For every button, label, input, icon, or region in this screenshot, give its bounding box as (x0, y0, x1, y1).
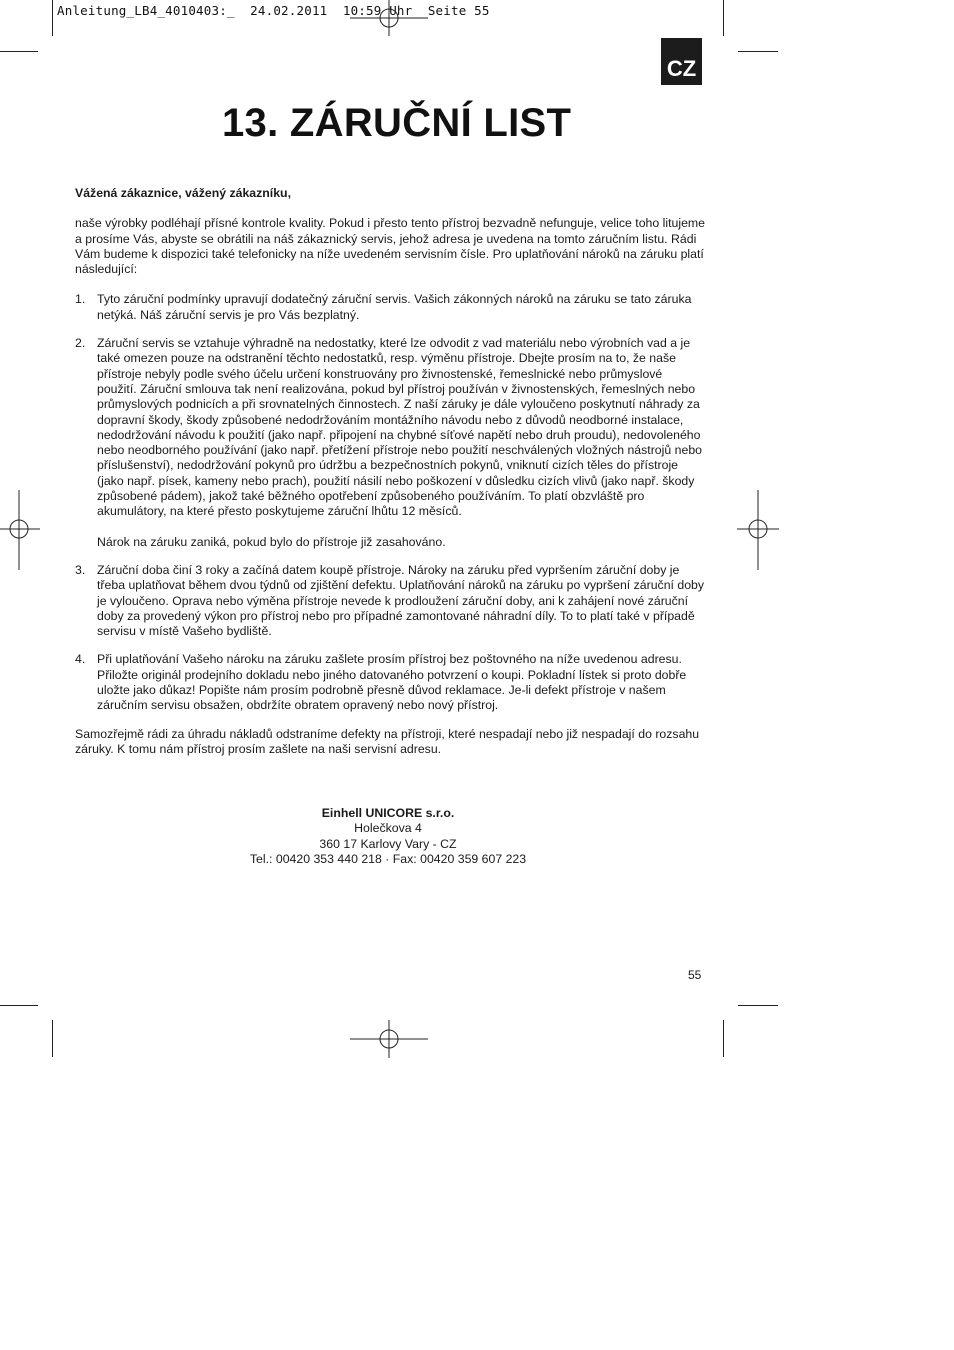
registration-mark-bottom (350, 1020, 428, 1058)
service-address (200, 806, 576, 867)
page-title: 13. ZÁRUČNÍ LIST (222, 101, 572, 145)
item-text: Záruční doba činí 3 roky a začíná datem koupě přístroje. Nároky na záruku před vypršením záruční doby je třeba uplatňovat během dvou týdnů od zjištění defektu. Uplatňování nároků na záruku po vypršení záruční doby je vyloučeno. Oprava nebo výměna přístroje nevede k prodloužení záruční doby, ani k zahájení nové záruční doby za provedený výkon pro přístroj nebo pro případné zamontované náhradní díly. To to platí také v případě servisu v místě Vašeho bydliště. (97, 562, 705, 639)
list-item (75, 652, 705, 713)
item-text: Při uplatňování Vašeho nároku na záruku zašlete prosím přístroj bez poštovného na níže uvedenou adresu. Přiložte originál prodejního dokladu nebo jiného datovaného potvrzení o koupi. Pokladní lístek si proto dobře uložte jako důkaz! Popište nám prosím podrobně přesně důvod reklamace. Je-li defekt přístroje v našem záručním servisu obsažen, obdržíte obratem opravený nebo nový přístroj. (97, 652, 687, 713)
item-number: 4. (75, 652, 86, 667)
item-text: Záruční servis se vztahuje výhradně na nedostatky, které lze odvodit z vad materiálu nebo výrobních vad a je také omezen pouze na odstranění těchto nedostatků, resp. výměnu přístroje. Dbejte prosím na to, že naše přístroje nebyly podle svého účelu určení konstruovány pro živnostenské, řemeslnické nebo průmyslové použití. Záruční smlouva tak není realizována, pokud byl přístroj používán v živnostenských, řemeslných nebo průmyslových podnicích a při srovnatelných činnostech. Z naší záruky je dále vyloučeno poskytnutí náhrady za dopravní škody, škody způsobené nedodržováním montážního návodu nebo z důvodů neodborné instalace, nedodržování návodu k použití (jako např. připojení na chybné síťové napětí nebo druh proudu), nedovoleného nebo neodborného používání (jako např. přetížení přístroje nebo použití neschválených vložných nástrojů nebo příslušenství), nedodržování pokynů pro údržbu a bezpečnostních pokynů, vniknutí cizích těles do přístroje (jako např. písek, kameny nebo prach), použití násilí nebo poškození v důsledku cizích vlivů (jako např. škody způsobené pádem), jakož také běžného opotřebení způsobeného používáním. To platí obzvláště pro akumulátory, na které přesto poskytujeme záruční lhůtu 12 měsíců. (97, 336, 702, 519)
item-number: 2. (75, 336, 86, 351)
registration-mark-top (350, 0, 428, 36)
language-badge: CZ (661, 38, 702, 85)
item-number: 1. (75, 292, 86, 307)
address-city: 360 17 Karlovy Vary - CZ (319, 836, 457, 851)
conditions-list (75, 292, 705, 713)
address-contact: Tel.: 00420 353 440 218 · Fax: 00420 359 607 223 (249, 851, 527, 866)
list-item (75, 292, 705, 323)
page-number: 55 (688, 968, 702, 982)
warranty-text (75, 186, 705, 757)
greeting: Vážená zákaznice, vážený zákazníku, (75, 186, 291, 200)
registration-mark-right (737, 490, 779, 570)
company-name: Einhell UNICORE s.r.o. (321, 806, 455, 820)
registration-mark-left (0, 490, 40, 570)
item-subtext: Nárok na záruku zaniká, pokud bylo do přístroje již zasahováno. (97, 534, 446, 549)
closing-paragraph: Samozřejmě rádi za úhradu nákladů odstraníme defekty na přístroji, které nespadají nebo již nespadají do rozsahu záruky. K tomu nám přístroj prosím zašlete na naši servisní adresu. (75, 726, 700, 756)
list-item (75, 563, 705, 639)
address-street: Holečkova 4 (354, 821, 422, 836)
list-item (75, 336, 705, 550)
print-file-header: Anleitung_LB4_4010403:_ 24.02.2011 10:59 Uhr Seite 55 (57, 3, 490, 18)
item-number: 3. (75, 562, 86, 577)
intro-paragraph: naše výrobky podléhají přísné kontrole kvality. Pokud i přesto tento přístroj bezvadně nefunguje, velice toho litujeme a prosíme Vás, abyste se obrátili na náš zákaznický servis, jehož adresa je uvedena na tomto záručním listu. Rádi Vám budeme k dispozici také telefonicky na níže uvedeném servisním čísle. Pro uplatňování nároků na záruku platí následující: (75, 216, 706, 277)
item-text: Tyto záruční podmínky upravují dodatečný záruční servis. Vašich zákonných nároků na záruku se tato záruka netýká. Náš záruční servis je pro Vás bezplatný. (97, 292, 692, 322)
